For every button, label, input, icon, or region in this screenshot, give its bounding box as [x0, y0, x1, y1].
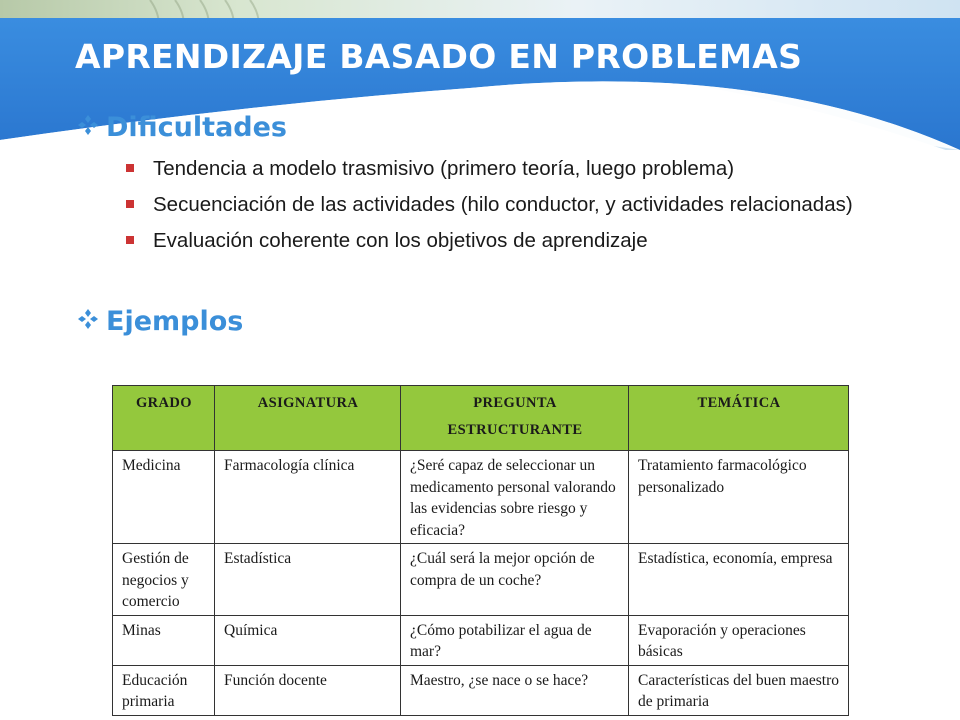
- column-header-asignatura: ASIGNATURA: [215, 386, 401, 451]
- table-cell: Evaporación y operaciones básicas: [629, 615, 849, 665]
- examples-table-image: [112, 385, 848, 710]
- section-ejemplos: [78, 306, 243, 337]
- table-cell: Maestro, ¿se nace o se hace?: [401, 665, 629, 715]
- table-cell: Tratamiento farmacológico personalizado: [629, 451, 849, 544]
- section-dificultades: [78, 112, 287, 143]
- table-cell: Minas: [113, 615, 215, 665]
- table-cell: ¿Cuál será la mejor opción de compra de un coche?: [401, 544, 629, 616]
- diamond-bullet-icon: [78, 309, 106, 334]
- table-cell: Farmacología clínica: [215, 451, 401, 544]
- dificultades-list: [123, 156, 933, 264]
- column-header-tematica: TEMÁTICA: [629, 386, 849, 451]
- list-item-text: Secuenciación de las actividades (hilo conductor, y actividades relacionadas): [153, 193, 853, 216]
- table-row: [113, 615, 849, 665]
- table-cell: ¿Seré capaz de seleccionar un medicamento personal valorando las evidencias sobre riesgo y eficacia?: [401, 451, 629, 544]
- list-item-text: Evaluación coherente con los objetivos de aprendizaje: [153, 229, 648, 252]
- table-cell: Medicina: [113, 451, 215, 544]
- column-header-grado: GRADO: [113, 386, 215, 451]
- table-row: [113, 544, 849, 616]
- table-row: [113, 665, 849, 715]
- table-cell: Estadística: [215, 544, 401, 616]
- list-item: [123, 228, 933, 254]
- square-bullet-icon: [126, 236, 134, 244]
- table-cell: ¿Cómo potabilizar el agua de mar?: [401, 615, 629, 665]
- table-cell: Educación primaria: [113, 665, 215, 715]
- section-heading: Ejemplos: [106, 306, 244, 337]
- list-item: [123, 156, 933, 182]
- examples-table: [112, 385, 849, 716]
- table-cell: Gestión de negocios y comercio: [113, 544, 215, 616]
- square-bullet-icon: [126, 200, 134, 208]
- section-heading: Dificultades: [106, 112, 287, 143]
- list-item: [123, 192, 933, 218]
- table-cell: Química: [215, 615, 401, 665]
- column-header-pregunta: PREGUNTA ESTRUCTURANTE: [401, 386, 629, 451]
- square-bullet-icon: [126, 164, 134, 172]
- list-item-text: Tendencia a modelo trasmisivo (primero teoría, luego problema): [153, 157, 735, 180]
- table-cell: Función docente: [215, 665, 401, 715]
- slide-title: APRENDIZAJE BASADO EN PROBLEMAS: [75, 37, 803, 76]
- table-cell: Estadística, economía, empresa: [629, 544, 849, 616]
- table-header-row: [113, 386, 849, 451]
- table-row: [113, 451, 849, 544]
- diamond-bullet-icon: [78, 115, 106, 140]
- table-cell: Características del buen maestro de primaria: [629, 665, 849, 715]
